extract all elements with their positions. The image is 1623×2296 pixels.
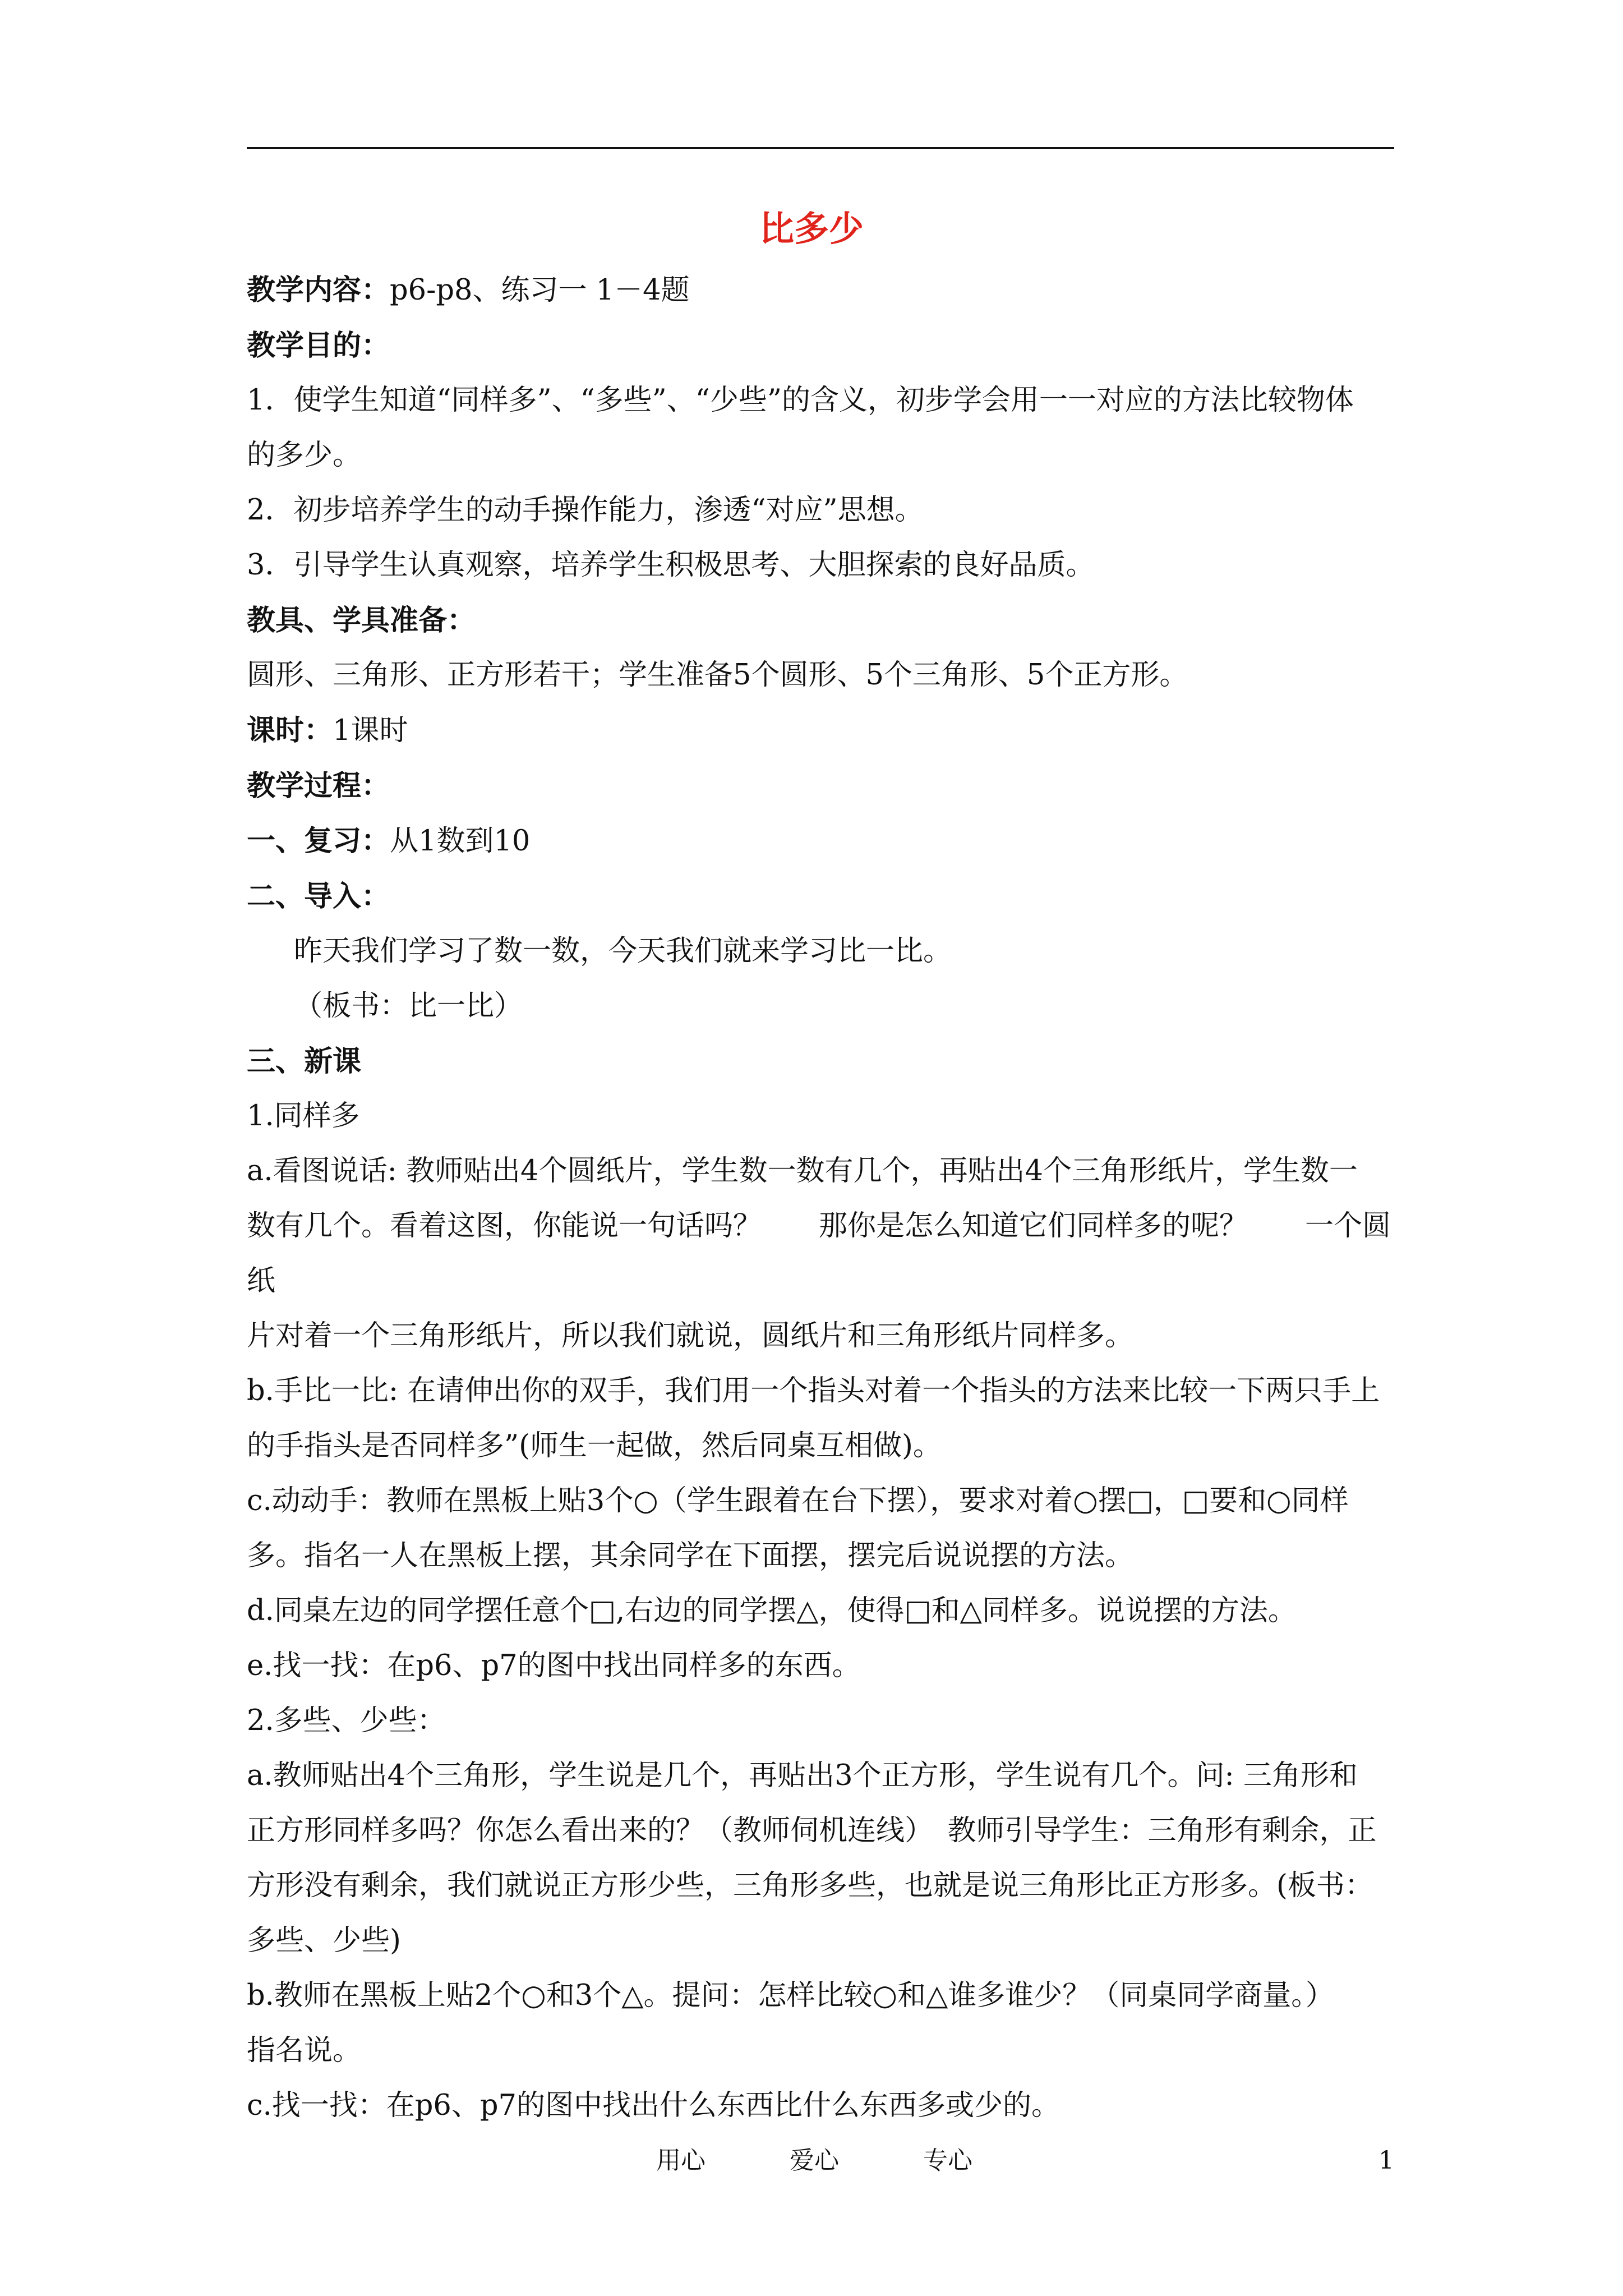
page-number: 1 xyxy=(1378,2146,1394,2175)
step-2c: c.找一找：在p6、p7的图中找出什么东西比什么东西多或少的。 xyxy=(247,2089,1060,2122)
footer-motto xyxy=(656,2141,1057,2180)
step-a-line-1: a.看图说话: 教师贴出4个圆纸片，学生数一数有几个，再贴出4个三角形纸片，学生数一 xyxy=(247,1154,1358,1188)
document-body xyxy=(247,263,1394,2133)
step-c-line-1: c.动动手：教师在黑板上贴3个○（学生跟着在台下摆），要求对着○摆□，□要和○同样 xyxy=(247,1484,1349,1517)
step-2b-line-1: b.教师在黑板上贴2个○和3个△。提问：怎样比较○和△谁多谁少？（同桌同学商量。） xyxy=(247,1979,1334,2012)
new-lesson-heading: 三、新课 xyxy=(247,1045,362,1078)
step-a-line-3: 片对着一个三角形纸片，所以我们就说，圆纸片和三角形纸片同样多。 xyxy=(247,1319,1134,1352)
page-title: 比多少 xyxy=(759,208,864,249)
introduction-text: 昨天我们学习了数一数，今天我们就来学习比一比。 xyxy=(294,935,952,968)
teaching-content-line xyxy=(247,263,1394,318)
lesson-hours-label: 课时： xyxy=(247,714,333,747)
goal-3: 3．引导学生认真观察，培养学生积极思考、大胆探索的良好品质。 xyxy=(247,549,1095,582)
section-same-amount: 1.同样多 xyxy=(247,1099,360,1133)
step-2a-line-1: a.教师贴出4个三角形，学生说是几个，再贴出3个正方形，学生说有几个。问: 三角形和 xyxy=(247,1759,1358,1792)
review-value: 从1数到10 xyxy=(390,825,531,858)
review-line xyxy=(247,813,1394,869)
goal-2: 2．初步培养学生的动手操作能力，渗透“对应”思想。 xyxy=(247,494,924,527)
step-a-line-2: 数有几个。看着这图，你能说一句话吗？ 那你是怎么知道它们同样多的呢？ 一个圆纸 xyxy=(247,1209,1391,1297)
goal-1-line-2: 的多少。 xyxy=(247,439,362,472)
page-footer xyxy=(0,2141,1623,2180)
footer-motto-2: 爱心 xyxy=(790,2146,839,2175)
lesson-hours-value: 1课时 xyxy=(333,714,408,747)
teaching-content-value: p6-p8、练习一 1－4题 xyxy=(390,274,690,307)
blackboard-note: （板书：比一比） xyxy=(294,990,523,1023)
step-d: d.同桌左边的同学摆任意个□,右边的同学摆△，使得□和△同样多。说说摆的方法。 xyxy=(247,1594,1297,1627)
step-2a-line-4: 多些、少些) xyxy=(247,1924,401,1957)
footer-motto-3: 专心 xyxy=(923,2146,972,2175)
teaching-goals-heading: 教学目的： xyxy=(247,329,390,362)
step-2a-line-2: 正方形同样多吗？你怎么看出来的？（教师伺机连线） 教师引导学生：三角形有剩余，正 xyxy=(247,1814,1377,1847)
step-c-line-2: 多。指名一人在黑板上摆，其余同学在下面摆，摆完后说说摆的方法。 xyxy=(247,1539,1134,1572)
header-rule xyxy=(247,147,1394,149)
step-b-line-2: 的手指头是否同样多”(师生一起做，然后同桌互相做)。 xyxy=(247,1429,942,1462)
materials-text: 圆形、三角形、正方形若干；学生准备5个圆形、5个三角形、5个正方形。 xyxy=(247,659,1188,692)
step-b-line-1: b.手比一比: 在请伸出你的双手，我们用一个指头对着一个指头的方法来比较一下两只手上 xyxy=(247,1374,1380,1407)
introduction-heading: 二、导入： xyxy=(247,880,390,913)
goal-1-line-1: 1．使学生知道“同样多”、“多些”、“少些”的含义，初步学会用一一对应的方法比较物体 xyxy=(247,384,1354,417)
review-label: 一、复习： xyxy=(247,824,390,858)
step-2b-line-2: 指名说。 xyxy=(247,2034,362,2067)
materials-heading: 教具、学具准备： xyxy=(247,604,476,637)
teaching-content-label: 教学内容： xyxy=(247,273,390,307)
section-more-less: 2.多些、少些： xyxy=(247,1704,446,1737)
step-e: e.找一找：在p6、p7的图中找出同样多的东西。 xyxy=(247,1649,861,1682)
footer-motto-1: 用心 xyxy=(656,2146,706,2175)
step-2a-line-3: 方形没有剩余，我们就说正方形少些，三角形多些，也就是说三角形比正方形多。(板书： xyxy=(247,1869,1373,1902)
lesson-hours-line xyxy=(247,703,1394,758)
process-heading: 教学过程： xyxy=(247,769,390,803)
